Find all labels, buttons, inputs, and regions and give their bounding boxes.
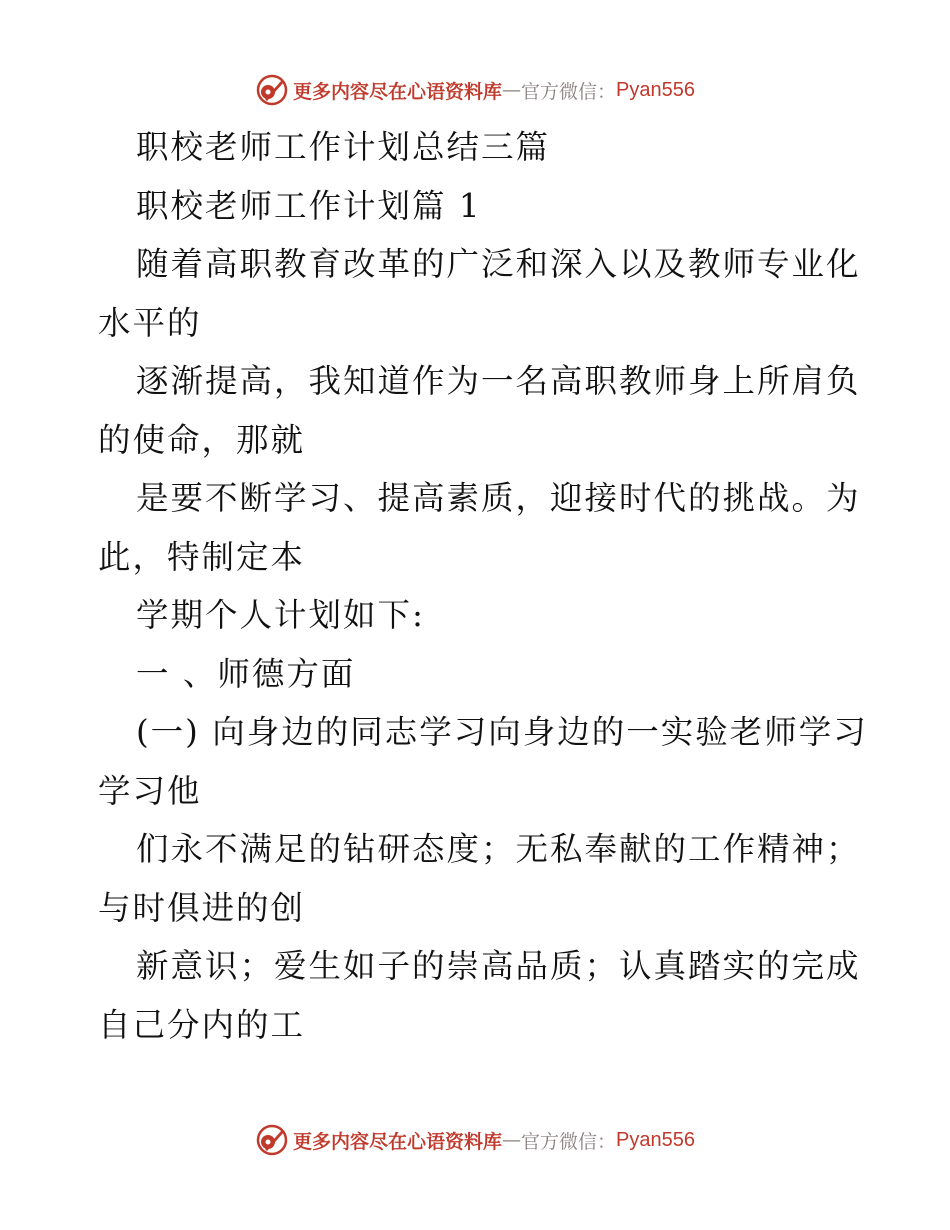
text-line: 职校老师工作计划篇 1 xyxy=(136,186,482,225)
document-body xyxy=(98,118,868,1054)
banner-red-text: 更多内容尽在心语资料库 xyxy=(293,80,503,103)
banner-wechat-id: Pyan556 xyxy=(616,1128,695,1151)
text-line: 们永不满足的钻研态度；无私奉献的工作精神； xyxy=(136,830,861,868)
text-line: (一) 向身边的同志学习向身边的一实验老师学习 xyxy=(136,713,868,751)
footer-banner xyxy=(0,1120,950,1160)
banner-red-text: 更多内容尽在心语资料库 xyxy=(293,1130,503,1153)
banner-dash: — xyxy=(502,79,522,101)
banner-dash: — xyxy=(502,1129,522,1151)
text-line: 新意识；爱生如子的崇高品质；认真踏实的完成 xyxy=(136,947,861,985)
text-line: 此，特制定本 xyxy=(98,537,306,576)
banner-wechat-id: Pyan556 xyxy=(616,78,695,101)
pen-logo-icon xyxy=(255,1123,289,1157)
text-line: 是要不断学习、提高素质，迎接时代的挑战。为 xyxy=(136,479,861,517)
text-line: 随着高职教育改革的广泛和深入以及教师专业化 xyxy=(136,245,861,283)
header-banner xyxy=(0,70,950,110)
text-line: 职校老师工作计划总结三篇 xyxy=(136,128,551,166)
text-line: 一 、师德方面 xyxy=(136,654,356,693)
text-line: 学期个人计划如下: xyxy=(136,596,425,634)
text-line: 学习他 xyxy=(98,771,202,810)
banner-gray-text: 官方微信： xyxy=(521,1130,617,1153)
text-line: 水平的 xyxy=(98,303,202,342)
text-line: 与时俱进的创 xyxy=(98,888,306,927)
text-line: 自己分内的工 xyxy=(98,1005,306,1044)
pen-logo-icon xyxy=(255,73,289,107)
text-line: 逐渐提高，我知道作为一名高职教师身上所肩负 xyxy=(136,362,861,400)
banner-gray-text: 官方微信： xyxy=(521,80,617,103)
text-line: 的使命，那就 xyxy=(98,420,306,459)
